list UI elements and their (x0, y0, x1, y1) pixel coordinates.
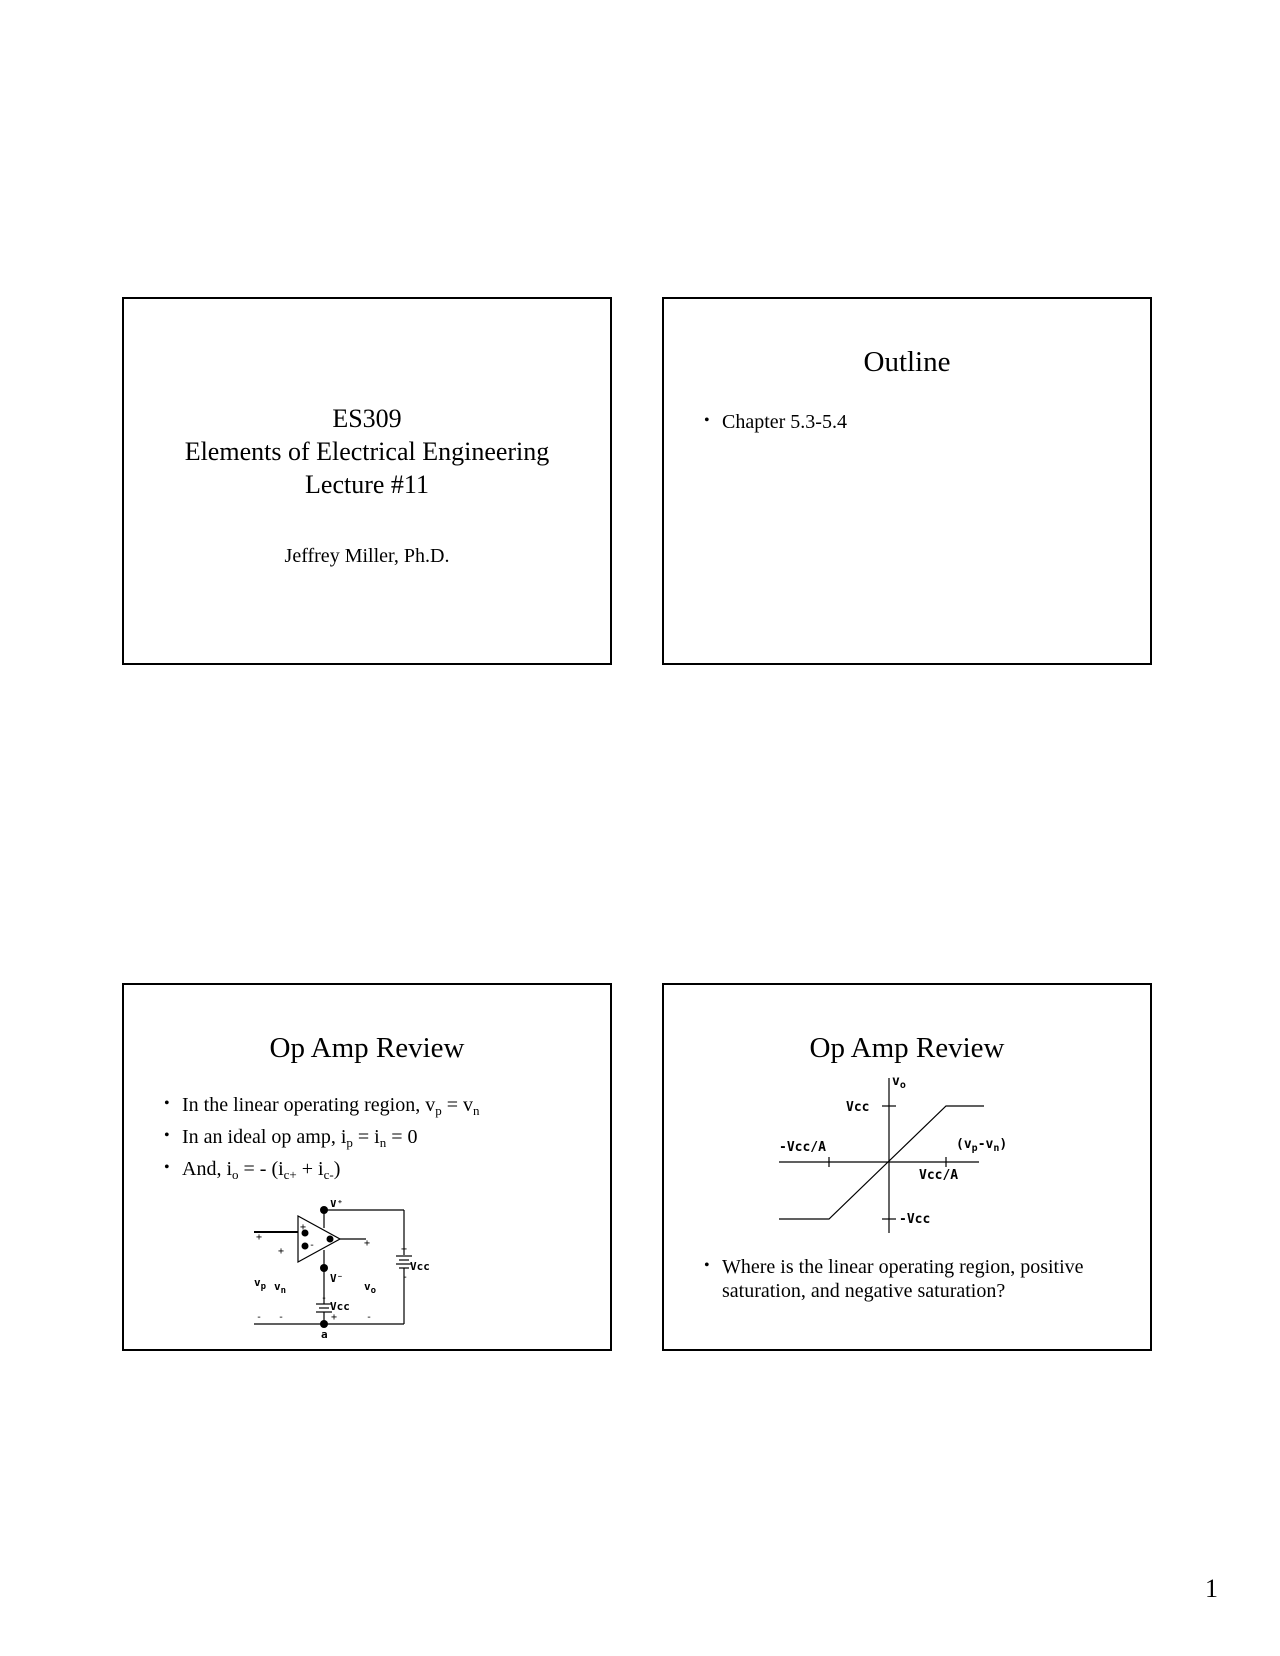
slide-heading: Outline (863, 346, 951, 378)
slide-op-amp-review-graph (662, 983, 1152, 1351)
op-amp-minus-sign: - (309, 1240, 316, 1251)
vn-plus-sign: + (278, 1246, 285, 1257)
author: Jeffrey Miller, Ph.D. (284, 545, 450, 567)
vp-minus-sign: - (256, 1312, 263, 1323)
node-a-label: a (321, 1328, 328, 1340)
vo-minus-sign: - (366, 1312, 373, 1323)
bullet-item: • Where is the linear operating region, positive saturation, and negative saturation? (704, 1255, 1124, 1303)
bullet-list (164, 1093, 594, 1189)
vcc-tick-label: Vcc (846, 1100, 870, 1115)
vo-plus-sign: + (364, 1238, 371, 1249)
op-amp-circuit-diagram (254, 1200, 444, 1340)
vn-label: $v_n$ (274, 1280, 287, 1296)
slide-op-amp-review-circuit (122, 983, 612, 1351)
bullet-item: • Chapter 5.3-5.4 (704, 410, 1124, 434)
v-minus-label: V⁻ (330, 1272, 344, 1285)
vcc-over-a-label: Vcc/A (919, 1168, 959, 1183)
bullet-item: • In the linear operating region, $v_p = v_n$ (164, 1093, 594, 1117)
vcc-bottom-minus-sign: - (321, 1293, 328, 1304)
vp-label: $v_p$ (254, 1276, 267, 1292)
page-number: 1 (1205, 1574, 1218, 1603)
course-title: Elements of Electrical Engineering (184, 437, 550, 466)
vo-label: $v_o$ (364, 1280, 377, 1296)
v-plus-label: V⁺ (330, 1200, 344, 1210)
op-amp-plus-sign: + (300, 1222, 307, 1233)
vcc-bottom-plus-sign: + (331, 1312, 338, 1323)
vcc-bottom-label: Vcc (330, 1300, 350, 1313)
bullet-list (704, 410, 1124, 442)
x-axis-label: $(v_p-v_n)$ (956, 1137, 1008, 1154)
neg-vcc-over-a-label: -Vcc/A (779, 1140, 826, 1155)
bullet-item: • And, $i_o$ = - $(i_{c+} + i_{c-})$ (164, 1157, 594, 1181)
vn-minus-sign: - (278, 1312, 285, 1323)
vcc-right-label: Vcc (410, 1260, 430, 1273)
vcc-right-plus-sign: + (401, 1244, 408, 1255)
y-axis-label: $v_o$ (892, 1074, 906, 1091)
slide-heading: Op Amp Review (809, 1032, 1005, 1064)
slide-outline (662, 297, 1152, 665)
bullet-item: • In an ideal op amp, $i_p = i_n = 0$ (164, 1125, 594, 1149)
vcc-right-minus-sign: - (402, 1272, 409, 1283)
vp-plus-sign: + (256, 1232, 263, 1243)
neg-vcc-tick-label: -Vcc (899, 1212, 931, 1227)
transfer-characteristic-graph (774, 1073, 1034, 1243)
course-code: ES309 (332, 404, 402, 433)
slide-heading: Op Amp Review (269, 1032, 465, 1064)
lecture-number: Lecture #11 (305, 470, 429, 499)
slide-title (122, 297, 612, 665)
bullet-list (704, 1255, 1124, 1311)
